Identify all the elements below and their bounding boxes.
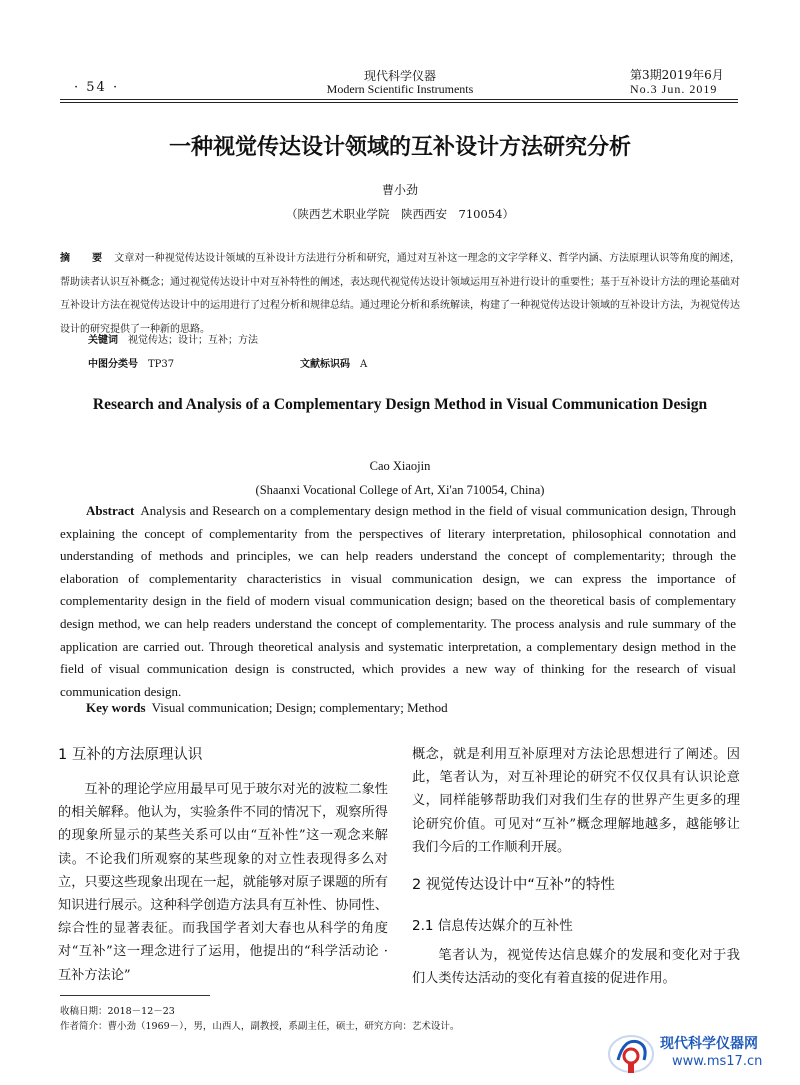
watermark-url: www.ms17.cn [672,1054,763,1069]
keywords-zh-label: 关键词 [88,335,118,346]
paper-title-zh: 一种视觉传达设计领域的互补设计方法研究分析 [168,134,631,160]
body-column-left [58,743,388,987]
section-2-1-paragraph: 笔者认为，视觉传达信息媒介的发展和变化对于我们人类传达活动的变化有着直接的促进作用。 [412,948,740,987]
issue-info-zh: 第3期2019年6月 [630,68,724,82]
abstract-en-label: Abstract [86,503,135,518]
abstract-en-text: Analysis and Research on a complementary design method in the field of visual communication design, Through explaining the concept of complementarity from the perspectives of literary interpretation, philosophical connotation and understanding of methods and principles, we can help readers understand the concept of complementarity; through the elaboration of complementarity characteristics in visual communication design, we can express the importance of complementarity design in the field of modern visual communication design; based on the theoretical basis of complementary design method, we can help readers understand the concept of complementarity. The process analysis and rule summary of the application are carried out. Through theoretical analysis and systematic interpretation, a complementary design method in the field of visual communication design is constructed, which provides a new way of thinking for the research of visual communication design. [60,503,736,699]
clc-label: 中图分类号 [88,359,138,370]
paper-title-en: Research and Analysis of a Complementary Design Method in Visual Communication Design [92,396,708,413]
body-column-right [412,743,740,990]
section-2-1-heading: 2.1 信息传达媒介的互补性 [412,918,573,935]
doc-code-label: 文献标识码 [300,359,350,370]
section-1-continuation: 概念，就是利用互补原理对方法论思想进行了阐述。因此，笔者认为，对互补理论的研究不仅仅具有认识论意义，同样能够帮助我们对我们生存的世界产生更多的理论研究价值。可见对“互补”概念理解地越多，越能够让我们今后的工作顺利开展。 [412,747,740,855]
clc-number [88,355,174,370]
abstract-zh [60,247,740,341]
document-code [300,355,367,370]
header-rule-bottom [60,102,738,103]
keywords-zh [88,331,258,346]
doc-code-value: A [360,359,368,370]
watermark-site-name: 现代科学仪器网 [660,1036,758,1052]
keywords-zh-text: 视觉传达；设计；互补；方法 [128,335,258,346]
section-2-heading: 2 视觉传达设计中“互补”的特性 [412,877,615,894]
abstract-en [60,500,736,703]
page-number: · 54 · [74,80,120,95]
author-zh: 曹小劲 [381,183,418,197]
journal-name-en: Modern Scientific Instruments [326,82,474,96]
footnote-rule [60,995,210,996]
clc-value: TP37 [148,359,175,370]
abstract-zh-label: 摘 要 [60,253,109,264]
affiliation-en: (Shaanxi Vocational College of Art, Xi'an 710054, China) [255,483,545,497]
received-date: 收稿日期：2018－12－23 [60,1006,175,1017]
affiliation-zh: （陕西艺术职业学院 陕西西安 710054） [286,207,514,221]
author-bio: 作者简介：曹小劲（1969－），男，山西人，副教授，系副主任，硕士，研究方向：艺术设计。 [60,1021,460,1032]
section-1-heading: 1 互补的方法原理认识 [58,747,203,763]
ms17-logo-icon [604,1030,658,1082]
abstract-zh-text: 文章对一种视觉传达设计领域的互补设计方法进行分析和研究，通过对互补这一理念的文字学释义、哲学内涵、方法原理认识等角度的阐述，帮助读者认识互补概念；通过视觉传达设计中对互补特性的阐述，表达现代视觉传达设计领域运用互补进行设计的重要性；基于互补设计方法的理论基础对互补设计方法在视觉传达设计中的运用进行了过程分析和规律总结。通过理论分析和系统解读，构建了一种视觉传达设计领域的互补设计方法，为视觉传达设计的研究提供了一种新的思路。 [60,253,740,335]
issue-info-en: No.3 Jun. 2019 [630,82,718,96]
author-en: Cao Xiaojin [369,459,431,473]
header-rule-top [60,99,738,100]
section-1-paragraph: 互补的理论学应用最早可见于玻尔对光的波粒二象性的相关解释。他认为，实验条件不同的情况下，观察所得的现象所显示的某些关系可以由“互补性”这一观念来解读。不论我们所观察的某些现象的对立性表现得多么对立，只要这些现象出现在一起，就能够对原子课题的所有知识进行展示。这种科学创造方法具有互补性、协同性、综合性的显著表征。而我国学者刘大春也从科学的角度对“互补”这一理念进行了运用，他提出的“科学活动论 · 互补方法论” [58,782,388,983]
keywords-en [86,700,448,716]
keywords-en-text: Visual communication; Design; complementary; Method [151,700,448,715]
journal-name-zh: 现代科学仪器 [363,69,436,83]
keywords-en-label: Key words [86,700,146,715]
